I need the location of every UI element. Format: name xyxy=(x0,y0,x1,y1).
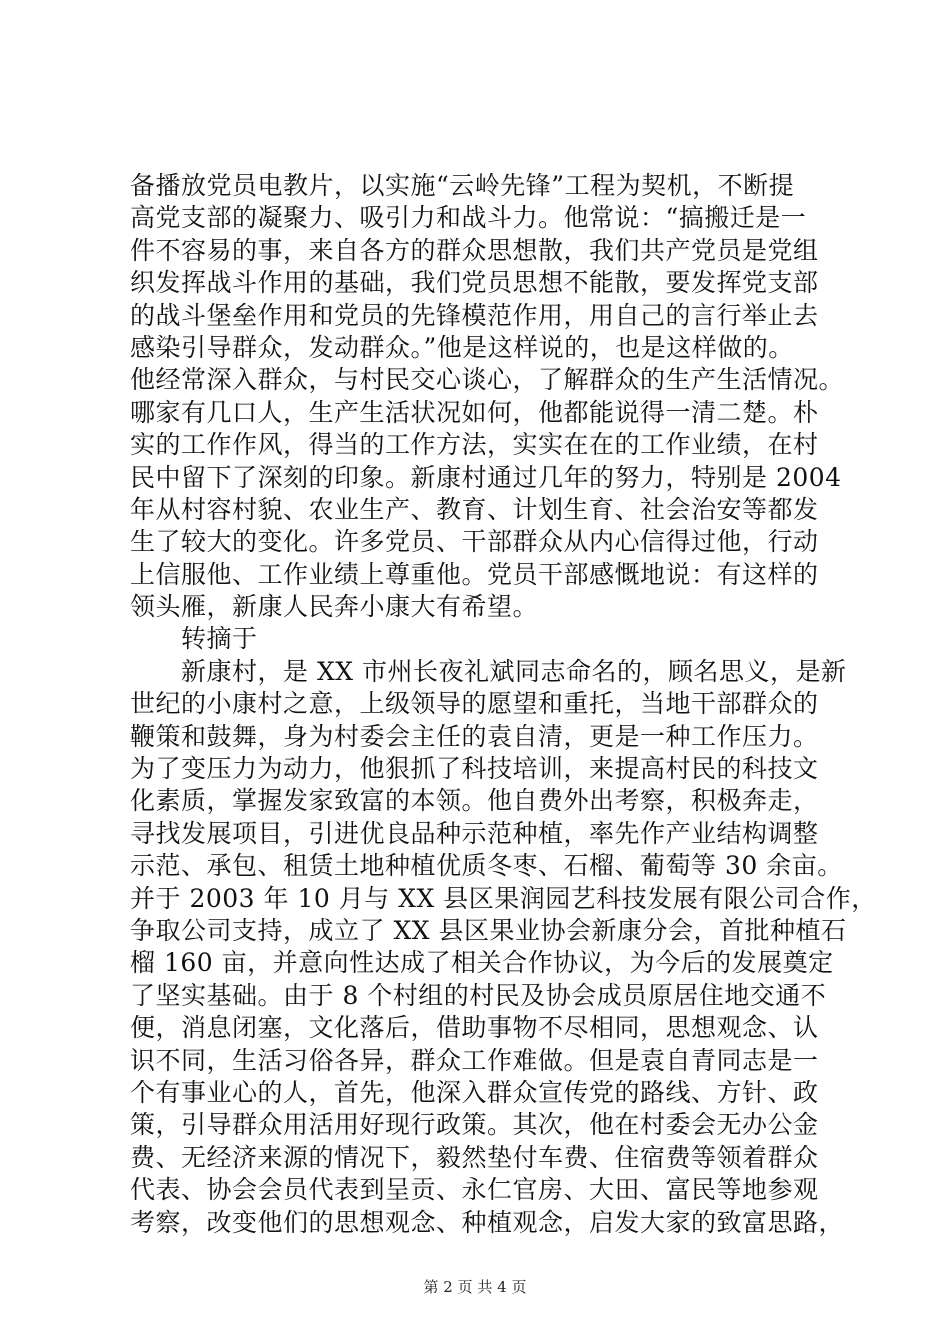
text-line: 寻找发展项目，引进优良品种示范种植，率先作产业结构调整 xyxy=(130,818,819,848)
text-line: 感染引导群众，发动群众。”他是这样说的，也是这样做的。 xyxy=(130,332,794,362)
text-line: 世纪的小康村之意，上级领导的愿望和重托，当地干部群众的 xyxy=(130,689,819,719)
text-line: 领头雁，新康人民奔小康大有希望。 xyxy=(130,592,539,622)
text-line: 并于 2003 年 10 月与 XX 县区果润园艺科技发展有限公司合作， xyxy=(130,883,877,913)
text-line: 识不同，生活习俗各异，群众工作难做。但是袁自青同志是一 xyxy=(130,1045,819,1075)
text-line: 生了较大的变化。许多党员、干部群众从内心信得过他，行动 xyxy=(130,527,819,557)
text-line: 哪家有几口人，生产生活状况如何，他都能说得一清二楚。朴 xyxy=(130,397,819,427)
text-line: 便，消息闭塞，文化落后，借助事物不尽相同，思想观念、认 xyxy=(130,1013,819,1043)
text-line: 了坚实基础。由于 8 个村组的村民及协会成员原居住地交通不 xyxy=(130,980,827,1010)
text-line: 争取公司支持，成立了 XX 县区果业协会新康分会，首批种植石 xyxy=(130,915,847,945)
text-line: 的战斗堡垒作用和党员的先锋模范作用，用自己的言行举止去 xyxy=(130,300,819,330)
text-line: 代表、协会会员代表到呈贡、永仁官房、大田、富民等地参观 xyxy=(130,1175,819,1205)
text-line: 化素质，掌握发家致富的本领。他自费外出考察，积极奔走， xyxy=(130,786,819,816)
document-body xyxy=(130,170,877,1239)
text-line: 上信服他、工作业绩上尊重他。党员干部感慨地说：有这样的 xyxy=(130,559,819,589)
text-line: 他经常深入群众，与村民交心谈心，了解群众的生产生活情况。 xyxy=(130,365,845,395)
text-line: 民中留下了深刻的印象。新康村通过几年的努力，特别是 2004 xyxy=(130,462,842,492)
text-line: 考察，改变他们的思想观念、种植观念，启发大家的致富思路， xyxy=(130,1207,845,1237)
text-line: 鞭策和鼓舞，身为村委会主任的袁自清，更是一种工作压力。 xyxy=(130,721,819,751)
text-line: 榴 160 亩，并意向性达成了相关合作协议，为今后的发展奠定 xyxy=(130,948,834,978)
text-line: 实的工作作风，得当的工作方法，实实在在的工作业绩，在村 xyxy=(130,430,819,460)
text-line: 策，引导群众用活用好现行政策。其次，他在村委会无办公金 xyxy=(130,1110,819,1140)
text-line: 新康村，是 XX 市州长夜礼斌同志命名的，顾名思义，是新 xyxy=(130,656,847,686)
text-line: 年从村容村貌、农业生产、教育、计划生育、社会治安等都发 xyxy=(130,494,819,524)
page-footer: 第 2 页 共 4 页 xyxy=(423,1278,527,1296)
text-line: 织发挥战斗作用的基础，我们党员思想不能散，要发挥党支部 xyxy=(130,268,819,298)
text-line: 费、无经济来源的情况下，毅然垫付车费、住宿费等领着群众 xyxy=(130,1142,819,1172)
text-line: 备播放党员电教片，以实施“云岭先锋”工程为契机，不断提 xyxy=(130,171,795,200)
text-line: 件不容易的事，来自各方的群众思想散，我们共产党员是党组 xyxy=(130,235,819,265)
text-line: 高党支部的凝聚力、吸引力和战斗力。他常说：“搞搬迁是一 xyxy=(130,203,807,233)
text-line: 为了变压力为动力，他狠抓了科技培训，来提高村民的科技文 xyxy=(130,754,819,784)
text-line: 个有事业心的人，首先，他深入群众宣传党的路线、方针、政 xyxy=(130,1077,819,1107)
text-line: 示范、承包、租赁土地种植优质冬枣、石榴、葡萄等 30 余亩。 xyxy=(130,851,843,881)
text-line: 转摘于 xyxy=(130,624,258,654)
